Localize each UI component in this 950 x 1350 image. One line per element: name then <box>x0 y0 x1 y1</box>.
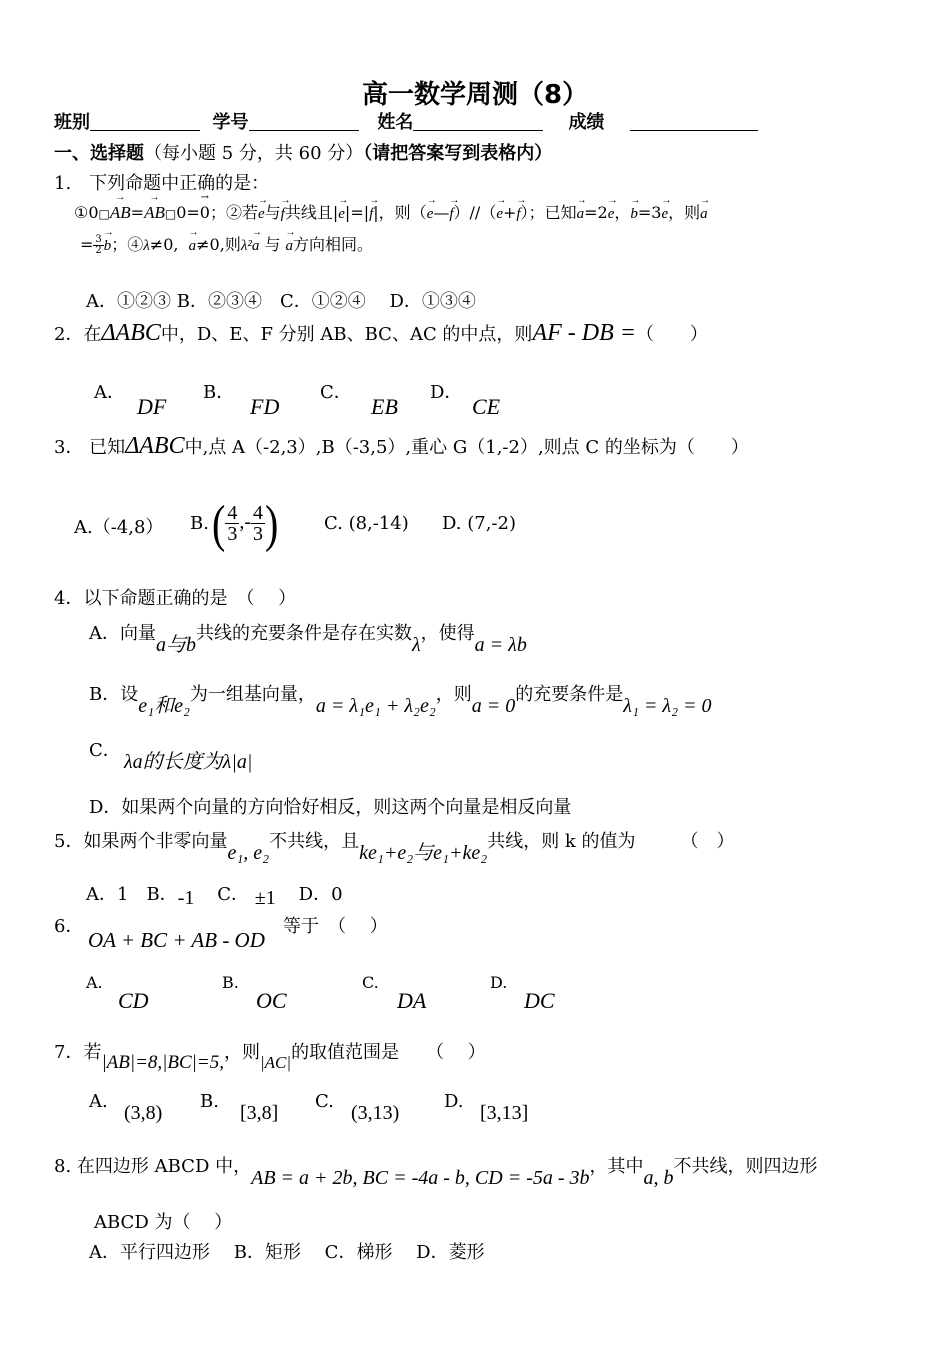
q7-opt-c: (3,13) <box>351 1102 400 1124</box>
q6-num: 6． <box>54 916 84 937</box>
name-label: 姓名 <box>377 112 414 133</box>
info-line <box>54 108 758 134</box>
q4-opt-d: D．如果两个向量的方向恰好相反，则这两个向量是相反向量 <box>89 797 572 818</box>
q6-tail: 等于 （ ） <box>283 916 388 937</box>
q7-opt-d: [3,13] <box>480 1102 529 1124</box>
q2-stem: 2．在ΔABC中，D、E、F 分别 AB、BC、AC 的中点，则AF - DB =（ ） <box>54 320 708 346</box>
q1-stem: 1. 下列命题中正确的是： <box>54 173 270 194</box>
section-heading-bold: 一、选择题 <box>54 143 144 164</box>
class-label: 班别 <box>54 112 90 133</box>
q6-opt-b-label: B. <box>222 973 239 992</box>
q5-stem: 5．如果两个非零向量e₁, e₂不共线，且ke₁+e₂与e₁+ke₂共线，则 k 的值为 （ ） <box>54 831 735 864</box>
id-blank[interactable] <box>249 112 359 131</box>
q6-opt-a-label: A. <box>86 973 103 992</box>
q6-expr: OA + BC + AB - OD <box>88 928 265 952</box>
q6-opt-b: OC <box>256 988 287 1013</box>
q2-opt-d-label: D． <box>430 382 463 403</box>
class-blank[interactable] <box>90 112 200 131</box>
score-label: 成绩 <box>568 112 605 133</box>
q3-stem: 3． 已知ΔABC中,点 A（-2,3）,B（-3,5）,重心 G（1,-2）,则点 C 的坐标为（ ） <box>54 433 749 459</box>
q3-opt-b: ( $\frac{4}{3}$ ,- $\frac{4}{3}$ ) <box>212 494 279 553</box>
q7-opt-a: (3,8) <box>124 1102 163 1124</box>
q6-opt-c: DA <box>397 988 427 1013</box>
q6-opt-d: DC <box>524 988 555 1013</box>
q2-opt-b: FD <box>250 394 280 419</box>
q8-line2: ABCD 为（ ） <box>94 1212 233 1233</box>
q5-options: A．1 B．-1 C． ±1 D．0 <box>86 884 343 909</box>
q3-opt-d: D. (7,-2) <box>442 513 516 534</box>
q1-options: A．①②③ B．②③④ C．①②④ D．①③④ <box>86 291 476 312</box>
q1-line2: = $\frac{3}{2}$ → b；④λ≠0, → a≠0,则λ²→ a 与 → a方向相同。 <box>80 232 373 256</box>
q4-opt-c-label: C． <box>89 740 121 761</box>
q7-stem: 7．若|AB|=8,|BC|=5,，则|AC|的取值范围是 （ ） <box>54 1042 486 1073</box>
q3-opt-c: C. (8,-14) <box>324 513 409 534</box>
q7-opt-a-label: A. <box>89 1091 108 1112</box>
q3-opt-a: A.（-4,8） <box>74 517 164 538</box>
q6-opt-c-label: C. <box>362 973 379 992</box>
name-blank[interactable] <box>413 112 543 131</box>
q7-opt-d-label: D. <box>444 1091 464 1112</box>
q8-stem: 8. 在四边形 ABCD 中，AB = a + 2b, BC = -4a - b, CD = -5a - 3b，其中a, b不共线，则四边形 <box>54 1156 818 1189</box>
section-heading-note: （每小题 5 分，共 60 分） <box>144 143 364 164</box>
q6-opt-d-label: D. <box>490 973 508 992</box>
id-label: 学号 <box>212 112 249 133</box>
q7-opt-b-label: B. <box>200 1091 219 1112</box>
q7-opt-c-label: C. <box>315 1091 334 1112</box>
section-heading <box>54 139 552 165</box>
q2-opt-a: DF <box>137 394 167 419</box>
q3-opt-b-label: B. <box>190 513 209 534</box>
q4-opt-b: B．设e₁和e₂为一组基向量，a = λ₁e₁ + λ₂e₂，则a = 0的充要条件是λ₁ = λ₂ = 0 <box>89 684 712 717</box>
q4-opt-a: A．向量a与b共线的充要条件是存在实数λ，使得a = λb <box>89 623 527 656</box>
page-title: 高一数学周测（8） <box>362 80 589 110</box>
q2-opt-c-label: C． <box>320 382 352 403</box>
q4-opt-c: λa的长度为λ|a| <box>124 751 253 773</box>
q1-line1: ①0□→ AB=→ AB□0=→ 0；②若→ e与→ f共线且|→ e|=|→ f|，则（→ e—→ f）//（→ e+→ f）；已知→ a=2→ e，→ b=3→ e，则→ a <box>74 200 708 223</box>
q4-stem: 4．以下命题正确的是 （ ） <box>54 588 297 609</box>
section-heading-tail: （请把答案写到表格内） <box>363 143 553 164</box>
q2-opt-c: EB <box>371 394 398 419</box>
q7-opt-b: [3,8] <box>240 1102 279 1124</box>
q2-opt-b-label: B． <box>203 382 235 403</box>
q2-opt-a-label: A． <box>94 382 125 403</box>
score-blank[interactable] <box>630 112 758 131</box>
q8-options: A．平行四边形 B．矩形 C．梯形 D．菱形 <box>89 1242 485 1263</box>
q6-opt-a: CD <box>118 988 149 1013</box>
q2-opt-d: CE <box>472 394 501 419</box>
